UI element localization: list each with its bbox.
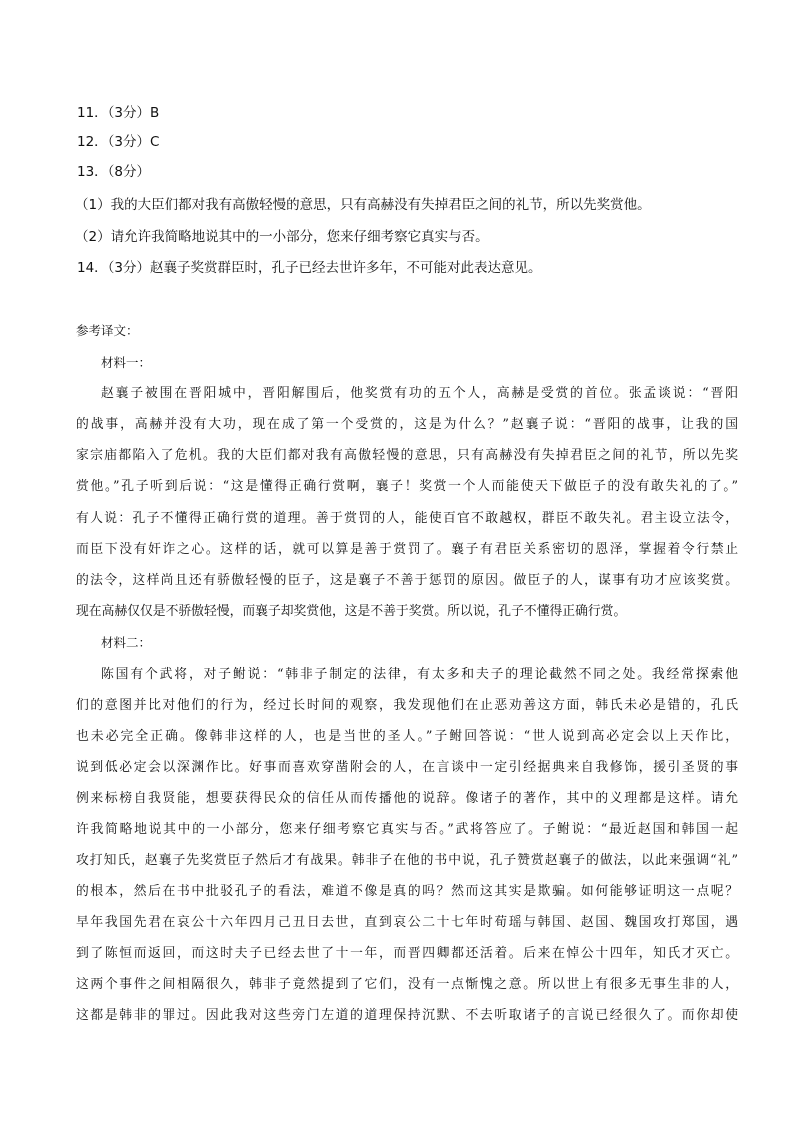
material-2-line: 到了陈恒而返回，而这时夫子已经去世了十一年，而晋四卿都还活着。后来在悼公十四年，知氏才灭亡。 xyxy=(76,946,738,961)
material-1-line: 有人说：孔子不懂得正确行赏的道理。善于赏罚的人，能使百官不敢越权，群臣不敢失礼。君主设立法令， xyxy=(76,511,738,526)
material-2-line: 攻打知氏，赵襄子先奖赏臣子然后才有战果。韩非子在他的书中说，孔子赞赏赵襄子的做法，以此来强调“礼” xyxy=(76,853,738,868)
material-2-line: 例来标榜自我贤能，想要获得民众的信任从而传播他的说辞。像诸子的著作，其中的义理都是这样。请允 xyxy=(76,791,738,806)
answer-12: 12．（3分）C xyxy=(77,134,160,150)
material-1-line: 赏他。”孔子听到后说：“这是懂得正确行赏啊，襄子！奖赏一个人而能使天下做臣子的没有敢失礼的了。” xyxy=(76,479,738,494)
material-1-line: 赵襄子被围在晋阳城中，晋阳解围后，他奖赏有功的五个人，高赫是受赏的首位。张孟谈说：“晋阳 xyxy=(101,386,738,401)
material-2-line: 这都是韩非的罪过。因此我对这些旁门左道的道理保持沉默、不去听取诸子的言说已经很久了。而你却使 xyxy=(76,1008,738,1023)
answer-13-part-2: （2）请允许我简略地说其中的一小部分，您来仔细考察它真实与否。 xyxy=(75,229,489,245)
material-2-line: 陈国有个武将，对子鲋说：“韩非子制定的法律，有太多和夫子的理论截然不同之处。我经常探索他 xyxy=(101,667,738,682)
translation-heading: 参考译文： xyxy=(76,323,139,338)
answer-14: 14．（3分）赵襄子奖赏群臣时，孔子已经去世许多年，不可能对此表达意见。 xyxy=(77,260,542,276)
material-1-line: 现在高赫仅仅是不骄傲轻慢，而襄子却奖赏他，这是不善于奖赏。所以说，孔子不懂得正确行赏。 xyxy=(76,604,627,619)
material-2-line: 们的意图并比对他们的行为，经过长时间的观察，我发现他们在止恶劝善这方面，韩氏未必是错的，孔氏 xyxy=(76,698,738,713)
material-2-line: 的根本，然后在书中批驳孔子的看法，难道不像是真的吗？然而这其实是欺骗。如何能够证明这一点呢？ xyxy=(76,884,738,899)
material-2-line: 这两个事件之间相隔很久，韩非子竟然提到了它们，没有一点惭愧之意。所以世上有很多无事生非的人， xyxy=(76,977,738,992)
material-1-line: 家宗庙都陷入了危机。我的大臣们都对我有高傲轻慢的意思，只有高赫没有失掉君臣之间的礼节，所以先奖 xyxy=(76,448,738,463)
material-2-line: 说到低必定会以深渊作比。好事而喜欢穿凿附会的人，在言谈中一定引经据典来自我修饰，援引圣贤的事 xyxy=(76,760,738,775)
material-1-line: 而臣下没有奸诈之心。这样的话，就可以算是善于赏罚了。襄子有君臣关系密切的恩泽，掌握着令行禁止 xyxy=(76,542,738,557)
answer-11: 11．（3分）B xyxy=(77,105,160,121)
material-2-line: 许我简略地说其中的一小部分，您来仔细考察它真实与否。”武将答应了。子鲋说：“最近赵国和韩国一起 xyxy=(76,822,738,837)
material-1-line: 的战事，高赫并没有大功，现在成了第一个受赏的，这是为什么？”赵襄子说：“晋阳的战事，让我的国 xyxy=(76,417,738,432)
material-1-line: 的法令，这样尚且还有骄傲轻慢的臣子，这是襄子不善于惩罚的原因。做臣子的人，谋事有功才应该奖赏。 xyxy=(76,573,738,588)
material-2-line: 也未必完全正确。像韩非这样的人，也是当世的圣人。”子鲋回答说：“世人说到高必定会以上天作比， xyxy=(76,729,738,744)
material-1-label: 材料一： xyxy=(101,355,152,370)
material-2-label: 材料二： xyxy=(101,635,152,650)
answer-13-part-1: （1）我的大臣们都对我有高傲轻慢的意思，只有高赫没有失掉君臣之间的礼节，所以先奖赏他。 xyxy=(75,197,651,213)
answer-13-header: 13．（8分） xyxy=(77,164,151,180)
material-2-line: 早年我国先君在哀公十六年四月己丑日去世，直到哀公二十七年时荀瑶与韩国、赵国、魏国攻打郑国，遇 xyxy=(76,915,738,930)
